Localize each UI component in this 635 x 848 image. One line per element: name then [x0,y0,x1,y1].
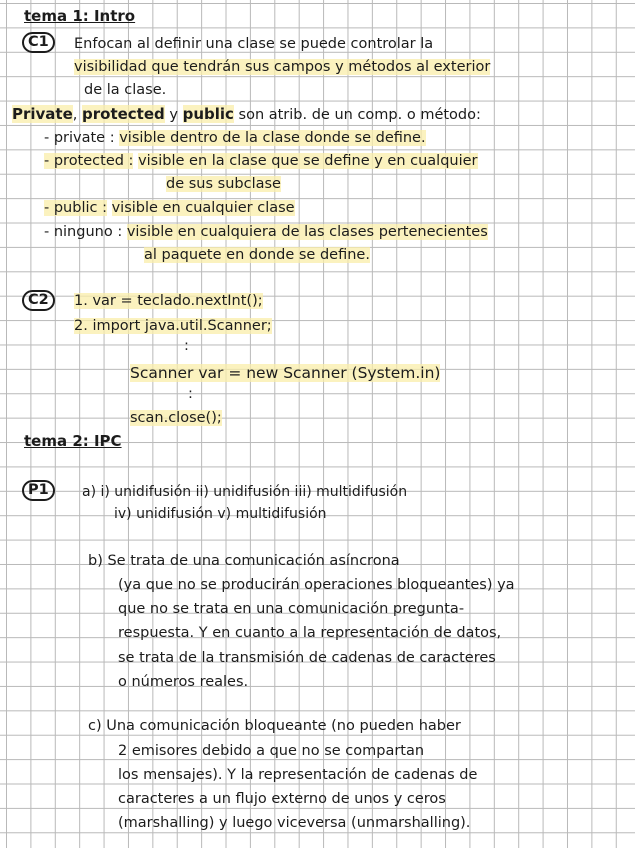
p1-c-line-3: los mensajes). Y la representación de cadenas de [118,767,478,783]
item-private-key: - private : [44,130,115,146]
c2-line-1 [74,293,263,310]
c2-line-2 [74,318,272,335]
access-rest: son atrib. de un comp. o método: [233,107,481,123]
c2-dots-2: : [188,386,193,402]
p1-label: P1 [22,480,55,501]
item-protected-cont [166,176,281,193]
item-protected [44,153,478,170]
item-public-key: - public : [44,200,107,216]
c2-label: C2 [22,290,55,311]
item-public-desc: visible en cualquier clase [111,200,295,216]
item-ninguno-cont [144,247,370,264]
item-ninguno-cont-desc: al paquete en donde se define. [144,247,370,263]
keyword-private: Private [12,105,73,123]
p1-a-row-2: iv) unidifusión v) multidifusión [114,506,327,522]
c2-close-line [130,410,222,427]
p1-a-row-1: a) i) unidifusión ii) unidifusión iii) multidifusión [82,484,408,500]
p1-c-line-5: (marshalling) y luego viceversa (unmarshalling). [118,815,471,831]
c2-line-1-text: 1. var = teclado.nextInt(); [74,293,263,309]
c1-line-2-text: visibilidad que tendrán sus campos y métodos al exterior [74,59,491,75]
item-ninguno-desc: visible en cualquiera de las clases pertenecientes [126,224,488,240]
p1-b-line-3: que no se trata en una comunicación pregunta- [118,601,465,617]
item-private-desc: visible dentro de la clase donde se define. [119,130,426,146]
c2-line-2-text: 2. import java.util.Scanner; [74,318,272,334]
access-y: y [164,107,183,123]
c2-dots-1: : [184,338,189,354]
c2-scanner-line-text: Scanner var = new Scanner (System.in) [130,364,441,382]
p1-c-line-1: c) Una comunicación bloqueante (no pueden haber [88,718,461,734]
item-private [44,130,426,147]
item-ninguno [44,224,488,241]
item-public [44,200,295,217]
p1-b-line-2: (ya que no se producirán operaciones bloqueantes) ya [118,577,515,593]
keyword-public: public [182,105,234,123]
c1-line-2 [74,59,490,76]
item-protected-cont-desc: de sus subclase [166,176,281,192]
p1-b-line-6: o números reales. [118,674,249,690]
c1-line-3: de la clase. [84,82,167,98]
access-sep: , [72,107,82,123]
c2-close-line-text: scan.close(); [130,410,222,426]
p1-b-line-1: b) Se trata de una comunicación asíncrona [88,553,400,569]
c1-label: C1 [22,32,55,53]
tema1-title: tema 1: Intro [24,7,136,25]
tema2-title: tema 2: IPC [24,432,122,450]
item-ninguno-key: - ninguno : [44,224,123,240]
access-modifiers-line [12,106,481,124]
p1-b-line-5: se trata de la transmisión de cadenas de caracteres [118,650,496,666]
p1-c-line-4: caracteres a un flujo externo de unos y ceros [118,791,446,807]
p1-b-line-4: respuesta. Y en cuanto a la representación de datos, [118,625,502,641]
item-protected-desc: visible en la clase que se define y en cualquier [138,153,478,169]
p1-c-line-2: 2 emisores debido a que no se compartan [118,743,425,759]
c2-scanner-line [130,365,440,382]
c1-line-1: Enfocan al definir una clase se puede controlar la [74,36,434,52]
keyword-protected: protected [82,105,165,123]
item-protected-key: - protected : [44,153,134,169]
